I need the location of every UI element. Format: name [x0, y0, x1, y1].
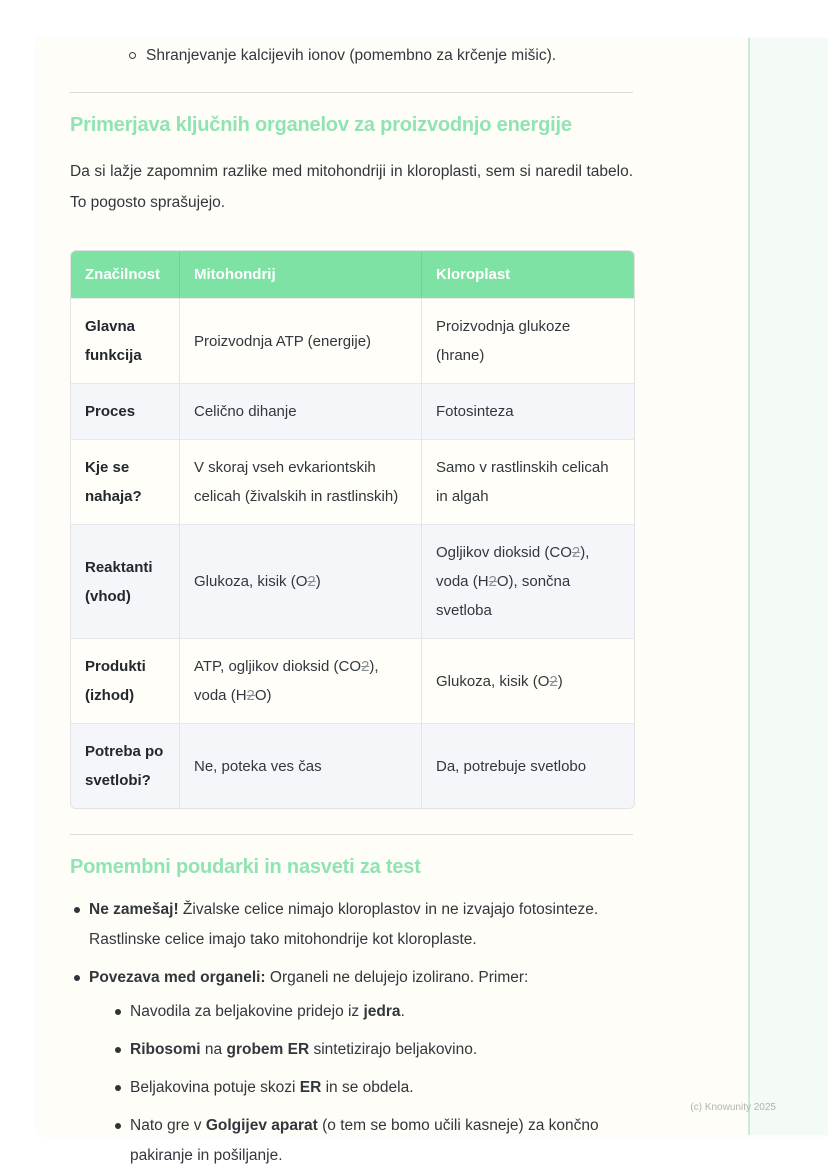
bullet-dot-icon — [74, 975, 80, 981]
text-segment: sintetizirajo beljakovino. — [309, 1041, 478, 1058]
text-segment: Golgijev aparat — [205, 1117, 318, 1134]
list-item-text — [130, 1035, 633, 1065]
text-segment: ) — [557, 672, 563, 690]
text-segment: ER — [299, 1079, 322, 1096]
table-cell — [421, 638, 634, 723]
table-row — [71, 638, 634, 723]
table-row — [71, 383, 634, 439]
bullet-dot-icon — [115, 1085, 121, 1091]
table-cell — [179, 524, 421, 638]
list-item — [70, 895, 633, 955]
list-item-text — [130, 997, 633, 1027]
struck-subscript-2: 2 — [246, 687, 255, 704]
text-segment: Živalske celice nimajo kloroplastov in ne izvajajo fotosinteze. Rastlinske celice imajo tako mitohondrije kot kloroplaste. — [89, 901, 599, 948]
table-row — [71, 524, 634, 638]
sub-list-item — [115, 1073, 633, 1103]
text-segment: Fotosinteza — [436, 403, 514, 420]
row-label: Reaktanti (vhod) — [71, 524, 179, 638]
text-segment: Povezava med organeli: — [89, 969, 266, 986]
sub-list — [89, 997, 633, 1171]
struck-subscript-2: 2 — [549, 672, 558, 690]
list-item-text — [89, 895, 633, 955]
sub-list-item — [115, 1111, 633, 1171]
text-segment: na — [200, 1041, 227, 1058]
sub-list-item — [115, 997, 633, 1027]
text-segment: Glukoza, kisik (O — [436, 672, 550, 690]
table-cell — [421, 383, 634, 439]
text-segment: grobem ER — [226, 1041, 310, 1058]
table-row — [71, 723, 634, 808]
bullet-dot-icon — [74, 907, 80, 913]
table-header-feature: Značilnost — [71, 251, 179, 298]
text-segment: Da, potrebuje svetlobo — [436, 757, 587, 775]
copyright-note: (c) Knowunity 2025 — [690, 1102, 776, 1113]
sub-list-item — [115, 1035, 633, 1065]
text-segment: jedra — [363, 1003, 401, 1020]
bullet-dot-icon — [115, 1009, 121, 1015]
highlights-list — [70, 895, 633, 1171]
section-divider — [70, 92, 633, 93]
bullet-dot-icon — [115, 1123, 121, 1129]
table-cell — [179, 439, 421, 524]
text-segment: Samo v rastlinskih celicah in algah — [436, 459, 609, 505]
section-divider — [70, 834, 633, 835]
text-segment: ), voda (H — [436, 544, 590, 590]
table-header-chloroplast: Kloroplast — [421, 251, 634, 298]
text-segment: Nato gre v — [130, 1117, 206, 1134]
bullet-dot-icon — [115, 1047, 121, 1053]
text-segment: Proizvodnja ATP (energije) — [194, 332, 372, 350]
table-cell — [179, 298, 421, 383]
text-segment: O), sončna svetloba — [436, 573, 571, 619]
list-item — [70, 45, 633, 67]
text-segment: Ne zamešaj! — [89, 901, 179, 918]
struck-subscript-2: 2 — [361, 658, 370, 675]
text-segment: Ogljikov dioksid (CO — [436, 544, 572, 561]
section-title-comparison: Primerjava ključnih organelov za proizvodnjo energije — [70, 114, 572, 136]
section-title-highlights: Pomembni poudarki in nasveti za test — [70, 856, 421, 878]
table-body — [71, 298, 634, 808]
table-cell — [179, 638, 421, 723]
table-cell — [421, 298, 634, 383]
table-row — [71, 439, 634, 524]
bullet-text: Shranjevanje kalcijevih ionov (pomembno za krčenje mišic). — [146, 47, 557, 64]
list-item-text — [130, 1073, 633, 1103]
page-margin-line — [748, 38, 750, 1135]
organelle-comparison-table — [70, 250, 635, 809]
text-segment: . — [400, 1003, 405, 1020]
text-segment: Celično dihanje — [194, 403, 297, 420]
note-content — [70, 38, 633, 1171]
text-segment: Glukoza, kisik (O — [194, 573, 308, 590]
row-label: Kje se nahaja? — [71, 439, 179, 524]
table-cell — [421, 439, 634, 524]
page-right-margin — [750, 38, 828, 1135]
text-segment: Navodila za beljakovine pridejo iz — [130, 1003, 364, 1020]
row-label: Potreba po svetlobi? — [71, 723, 179, 808]
table-cell — [179, 383, 421, 439]
text-segment: Ne, poteka ves čas — [194, 757, 322, 775]
circle-bullet-icon — [129, 52, 136, 59]
text-segment: (o tem se bomo učili kasneje) za končno pakiranje in pošiljanje. — [130, 1117, 599, 1164]
text-segment: ) — [315, 573, 321, 590]
text-segment: ATP, ogljikov dioksid (CO — [194, 658, 362, 675]
table-cell — [421, 723, 634, 808]
text-segment: Ribosomi — [130, 1041, 201, 1058]
text-segment: V skoraj vseh evkariontskih celicah (živalskih in rastlinskih) — [194, 459, 399, 505]
table-header-mitochondrion: Mitohondrij — [179, 251, 421, 298]
text-segment: O) — [254, 687, 272, 704]
row-label: Produkti (izhod) — [71, 638, 179, 723]
list-item-text — [89, 963, 633, 1171]
text-segment: Proizvodnja glukoze (hrane) — [436, 318, 571, 364]
list-item — [70, 963, 633, 1171]
struck-subscript-2: 2 — [571, 544, 581, 561]
text-segment: ), voda (H — [194, 658, 379, 704]
text-segment: Beljakovina potuje skozi — [130, 1079, 300, 1096]
struck-subscript-2: 2 — [307, 573, 316, 590]
text-segment: Organeli ne delujejo izolirano. Primer: — [265, 969, 529, 986]
table-header-row — [71, 251, 634, 298]
table-row — [71, 298, 634, 383]
intro-paragraph: Da si lažje zapomnim razlike med mitohondriji in kloroplasti, sem si naredil tabelo. To pogosto sprašujejo. — [70, 163, 633, 211]
table-cell — [179, 723, 421, 808]
table-cell — [421, 524, 634, 638]
row-label: Proces — [71, 383, 179, 439]
row-label: Glavna funkcija — [71, 298, 179, 383]
text-segment: in se obdela. — [321, 1079, 414, 1096]
note-page-card — [37, 38, 828, 1164]
list-item-text — [130, 1111, 633, 1171]
struck-subscript-2: 2 — [488, 573, 497, 590]
